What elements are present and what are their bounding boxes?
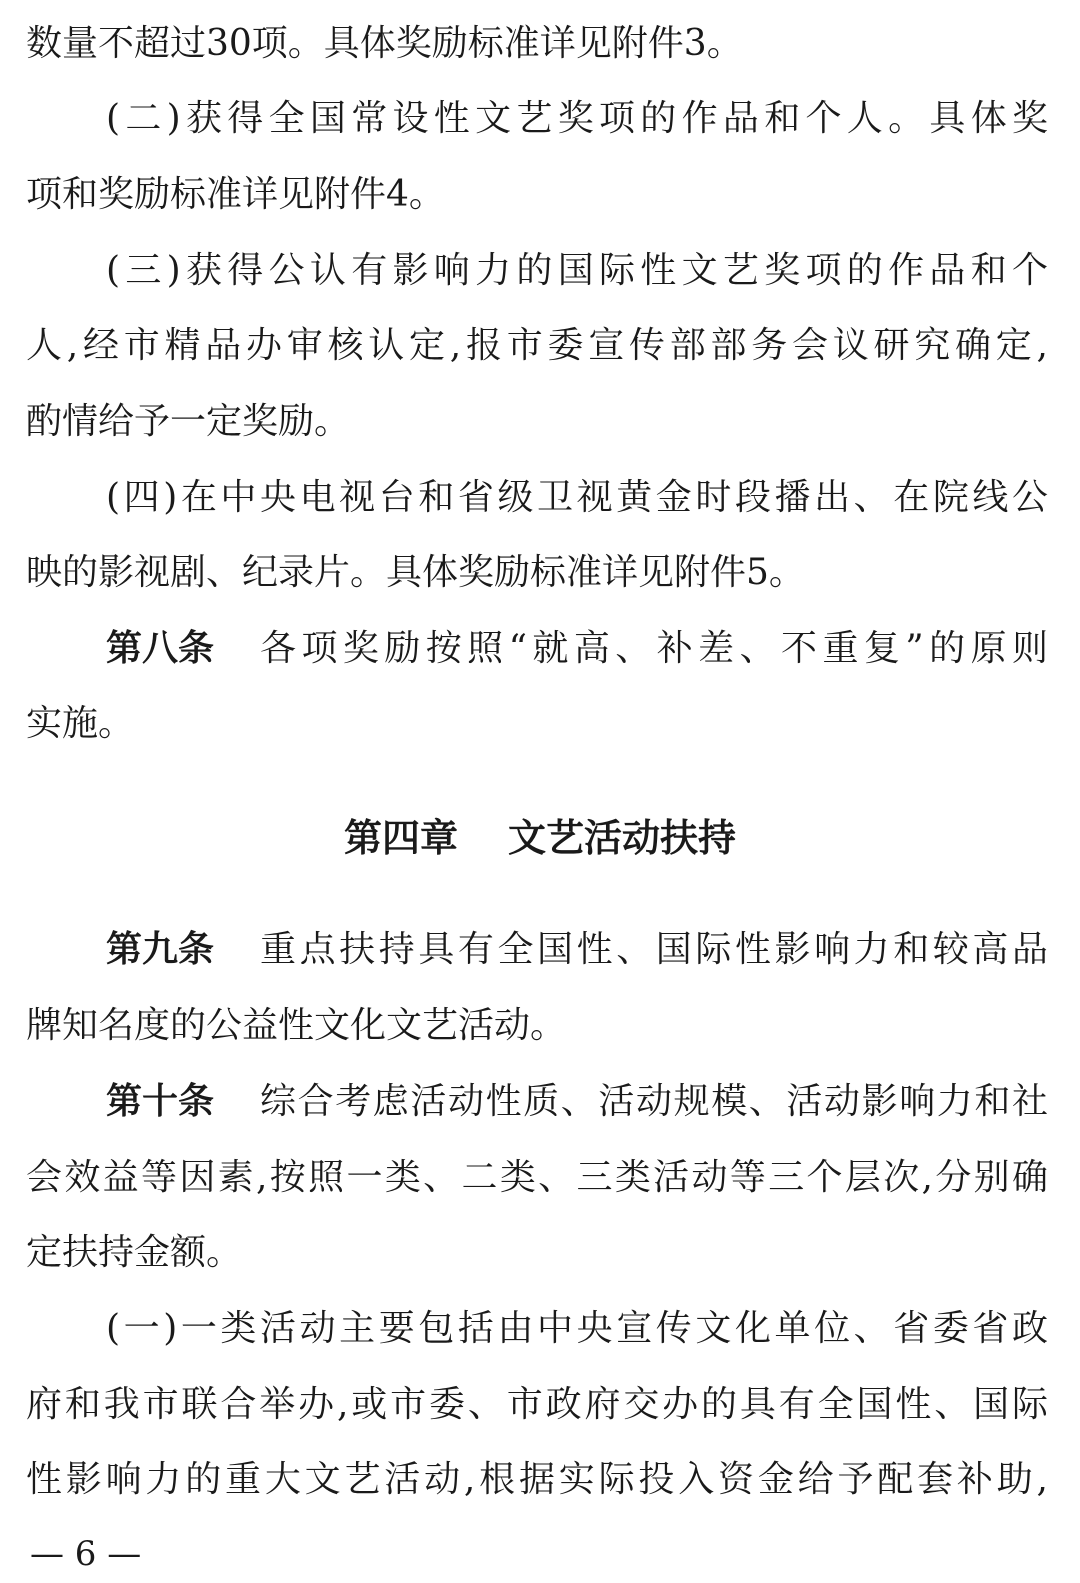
text-line: 实施。	[26, 703, 135, 744]
text-line: 酌情给予一定奖励。	[26, 401, 351, 442]
chapter-title: 文艺活动扶持	[508, 816, 737, 860]
text-line: (一)一类活动主要包括由中央宣传文化单位、省委省政	[106, 1308, 1048, 1349]
chapter-heading	[0, 808, 1080, 868]
article-10-line	[106, 1074, 1048, 1130]
article-10-label: 第十条	[106, 1081, 215, 1122]
article-9-label: 第九条	[106, 929, 215, 970]
article-gap	[214, 922, 260, 978]
text-line: 会效益等因素,按照一类、二类、三类活动等三个层次,分别确	[26, 1157, 1048, 1198]
text-line: 项和奖励标准详见附件4。	[26, 174, 445, 215]
article-8-text: 各项奖励按照“就高、补差、不重复”的原则	[260, 628, 1048, 669]
text-line: (三)获得公认有影响力的国际性文艺奖项的作品和个	[106, 250, 1048, 291]
chapter-number: 第四章	[343, 816, 458, 860]
article-10-text: 综合考虑活动性质、活动规模、活动影响力和社	[260, 1081, 1048, 1122]
article-8-label: 第八条	[106, 628, 215, 669]
article-8-line	[106, 621, 1048, 677]
text-line: (二)获得全国常设性文艺奖项的作品和个人。具体奖	[106, 98, 1048, 139]
text-line: (四)在中央电视台和省级卫视黄金时段播出、在院线公	[106, 477, 1048, 518]
text-line: 定扶持金额。	[26, 1232, 243, 1273]
article-9-line	[106, 922, 1048, 978]
article-gap	[214, 621, 260, 677]
text-line: 牌知名度的公益性文化文艺活动。	[26, 1005, 567, 1046]
article-gap	[214, 1074, 260, 1130]
page-number: — 6 —	[30, 1534, 142, 1574]
text-line: 府和我市联合举办,或市委、市政府交办的具有全国性、国际	[26, 1384, 1048, 1425]
text-line: 映的影视剧、纪录片。具体奖励标准详见附件5。	[26, 552, 805, 593]
text-line: 性影响力的重大文艺活动,根据实际投入资金给予配套补助,	[26, 1459, 1048, 1500]
article-9-text: 重点扶持具有全国性、国际性影响力和较高品	[260, 929, 1048, 970]
text-line: 数量不超过30项。具体奖励标准详见附件3。	[26, 23, 743, 64]
text-line: 人,经市精品办审核认定,报市委宣传部部务会议研究确定,	[26, 325, 1048, 366]
